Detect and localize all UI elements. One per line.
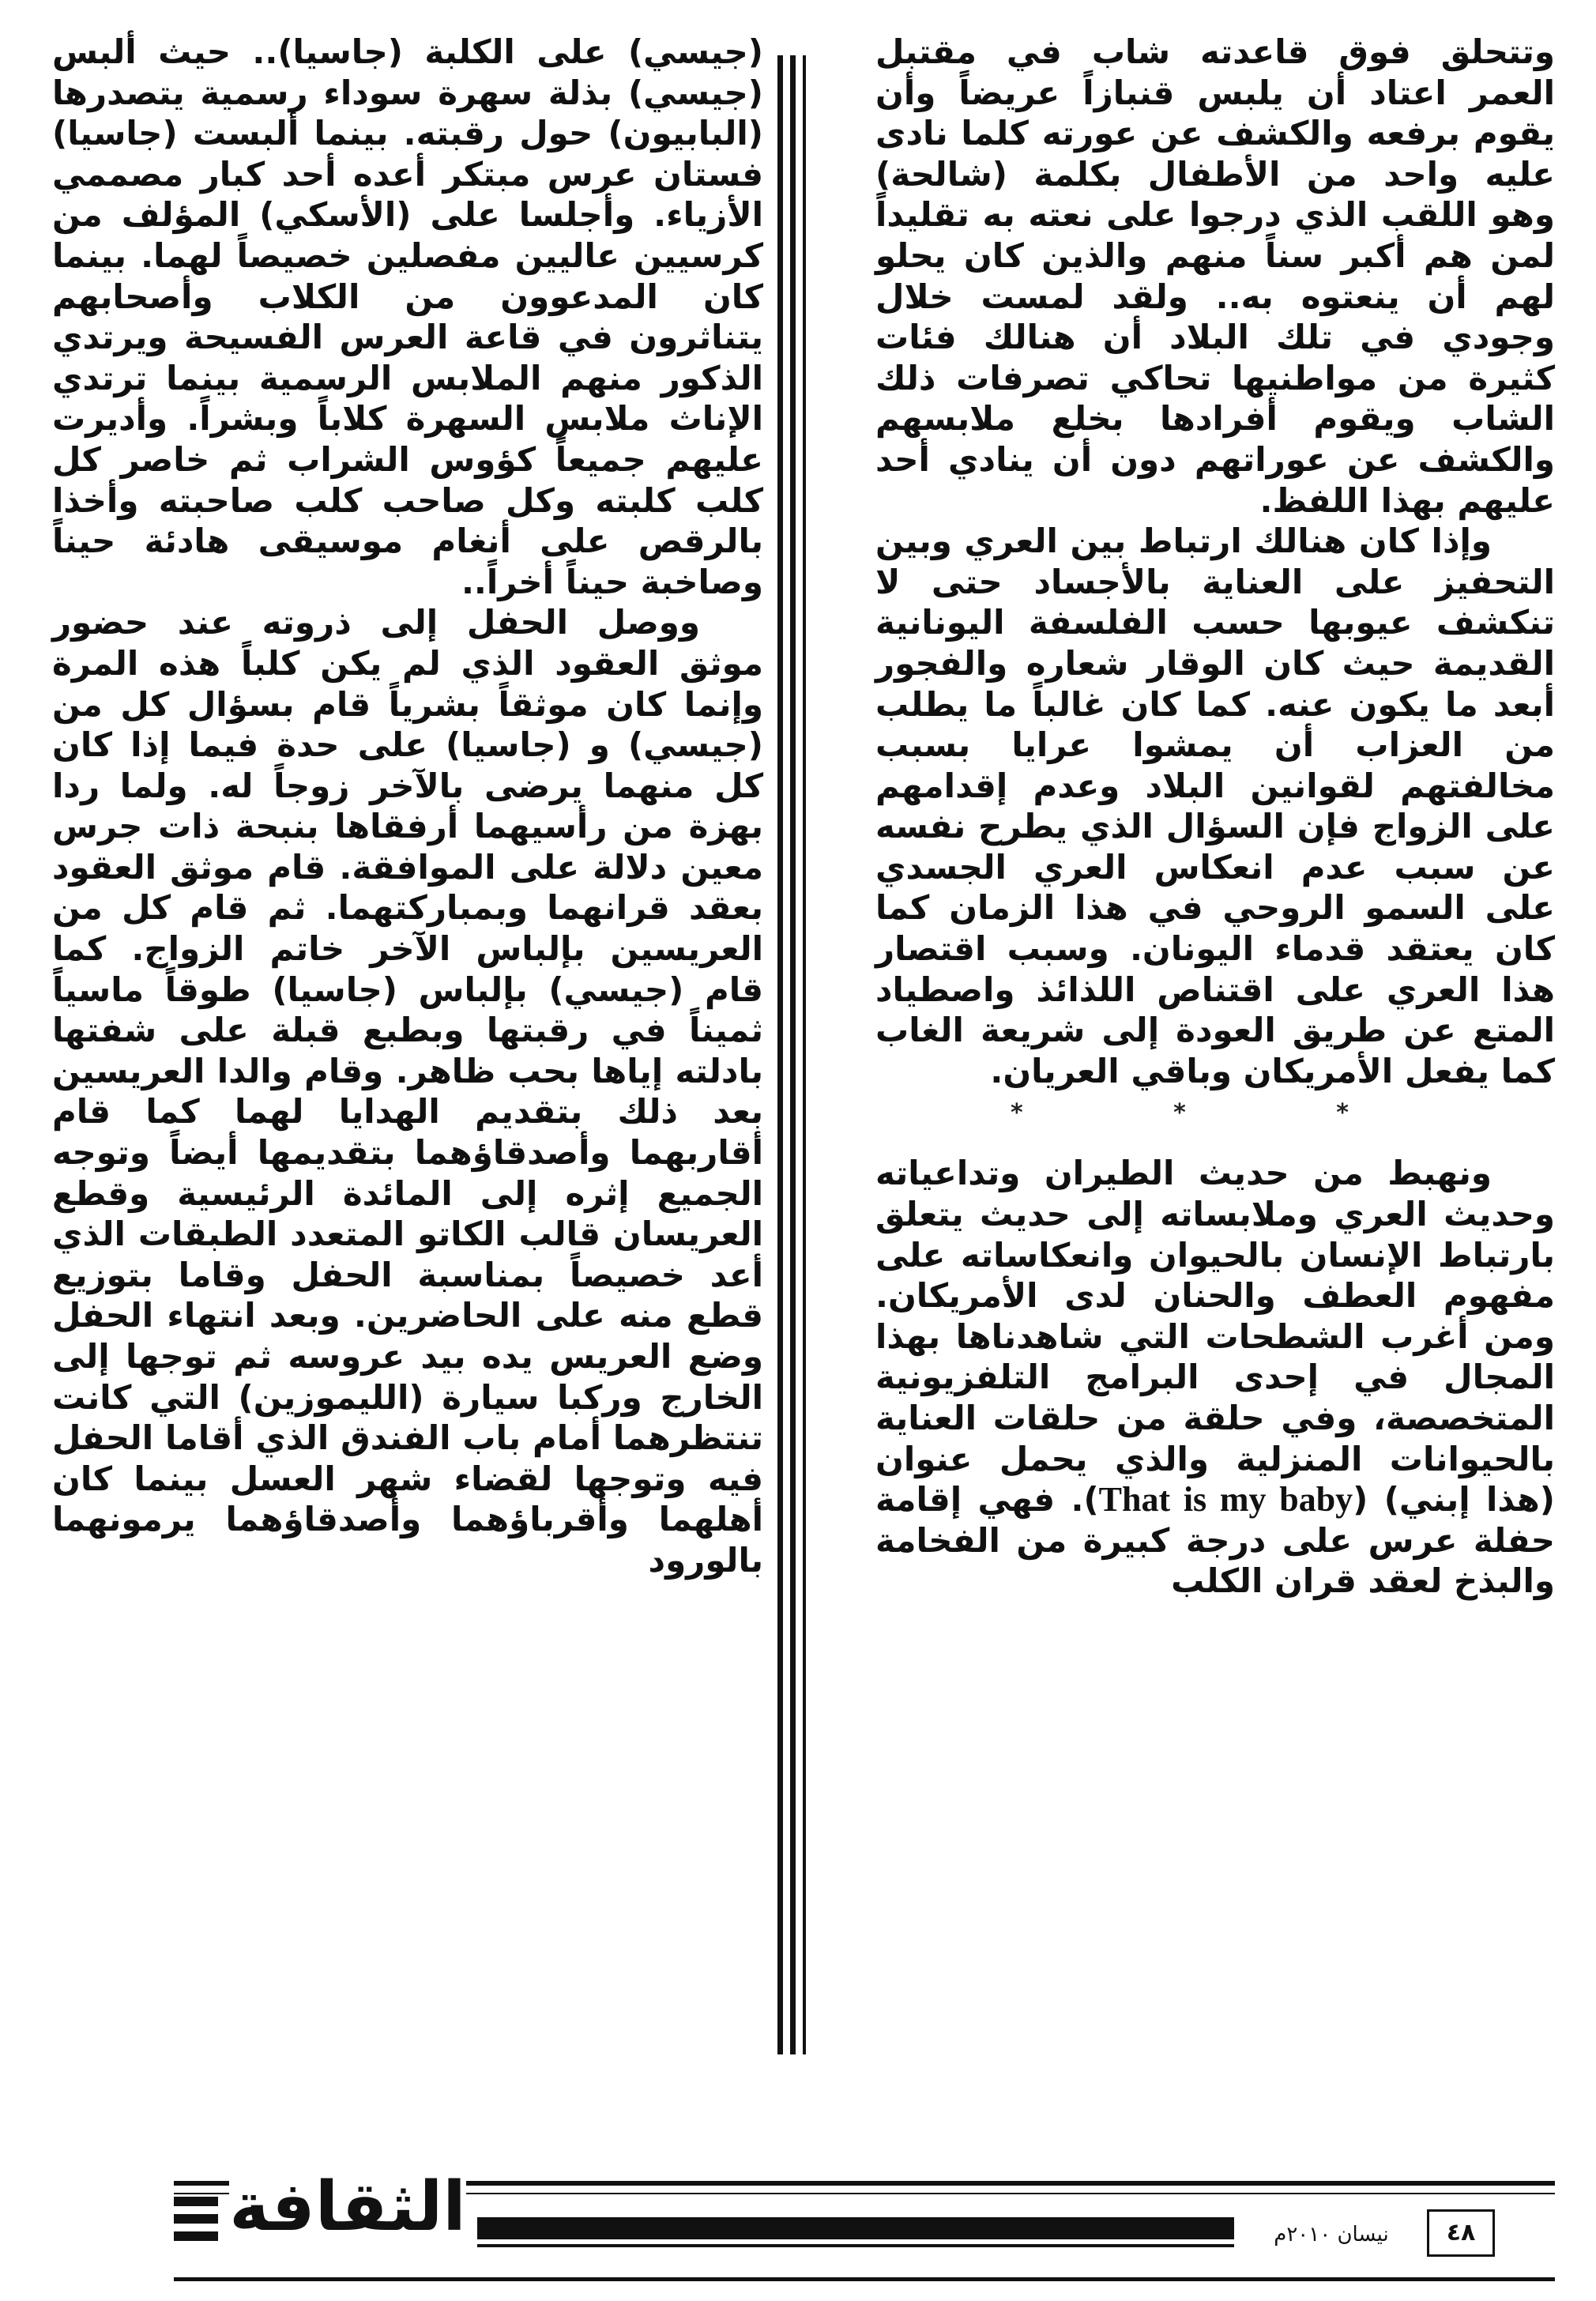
right-column xyxy=(875,32,1555,1602)
right-paragraph-1: وتتحلق فوق قاعدته شاب في مقتبل العمر اعتاد أن يلبس قنبازاً عريضاً وأن يقوم برفعه والكشف عن عورته كلما نادى عليه واحد من الأطفال بكلمة (شالحة) وهو اللقب الذي درجوا على نعته به تقليداً لمن هم أكبر سناً منهم والذين كان يحلو لهم أن ينعتوه به.. ولقد لمست خلال وجودي في تلك البلاد أن هنالك فئات كثيرة من مواطنيها تحاكي تصرفات ذلك الشاب ويقوم أفرادها بخلع ملابسهم والكشف عن عوراتهم دون أن ينادي أحد عليهم بهذا اللفظ. xyxy=(875,32,1555,520)
magazine-logo: الثقافة xyxy=(229,2164,466,2250)
column-divider-thick xyxy=(777,55,783,2054)
english-title: That is my baby xyxy=(1098,1480,1353,1520)
right-paragraph-2: وإذا كان هنالك ارتباط بين العري وبين التحفيز على العناية بالأجساد حتى لا تنكشف عيوبها حسب الفلسفة اليونانية القديمة حيث كان الوقار شعاره والفجور أبعد ما يكون عنه. كما كان غالباً ما يطلب من العزاب أن يمشوا عرايا بسبب مخالفتهم لقوانين البلاد وعدم إقدامهم على الزواج فإن السؤال الذي يطرح نفسه عن سبب عدم انعكاس العري الجسدي على السمو الروحي في هذا الزمان كما كان يعتقد قدماء اليونان. وسبب اقتصار هذا العري على اقتناص اللذائذ واصطياد المتع عن طريق العودة إلى شريعة الغاب كما يفعل الأمريكان وباقي العريان. xyxy=(875,522,1555,1090)
left-paragraph-1: (جيسي) على الكلبة (جاسيا).. حيث ألبس (جيسي) بذلة سهرة سوداء رسمية يتصدرها (البابيون) حول رقبته. بينما ألبست (جاسيا) فستان عرس مبتكر أعده أحد كبار مصممي الأزياء. وأجلسا على (الأسكي) المؤلف من كرسيين عاليين مفصلين خصيصاً لهما. بينما كان المدعوون من الكلاب وأصحابهم يتناثرون في قاعة العرس الفسيحة ويرتدي الذكور منهم الملابس الرسمية بينما ترتدي الإناث ملابس السهرة كلاباً وبشراً. وأديرت عليهم جميعاً كؤوس الشراب ثم خاصر كل كلب كلبته وكل صاحب كلب صاحبته وأخذا بالرقص على أنغام موسيقى هادئة حيناً وصاخبة حيناً أخراً.. xyxy=(52,32,763,601)
column-divider-thick xyxy=(790,55,796,2054)
column-divider-thin xyxy=(803,55,806,2054)
left-paragraph-2: ووصل الحفل إلى ذروته عند حضور موثق العقود الذي لم يكن كلباً هذه المرة وإنما كان موثقاً بشرياً قام بسؤال كل من (جيسي) و (جاسيا) على حدة فيما إذا كان كل منهما يرضى بالآخر زوجاً له. ولما ردا بهزة من رأسيهما أرفقاها بنبحة ذات جرس معين دلالة على الموافقة. قام موثق العقود بعقد قرانهما وبمباركتهما. ثم قام كل من العريسين بإلباس الآخر خاتم الزواج. كما قام (جيسي) بإلباس (جاسيا) طوقاً ماسياً ثميناً في رقبتها وبطبع قبلة على شفتها بادلته إياها بحب ظاهر. وقام والدا العريسين بعد ذلك بتقديم الهدايا لهما كما قام أقاربهما وأصدقاؤهما بتقديمها أيضاً وتوجه الجميع إثره إلى المائدة الرئيسية وقطع العريسان قالب الكاتو المتعدد الطبقات الذي أعد خصيصاً بمناسبة الحفل وقاما بتوزيع قطع منه على الحاضرين. وبعد انتهاء الحفل وضع العريس يده بيد عروسه ثم توجها إلى الخارج وركبا سيارة (الليموزين) التي كانت تنتظرهما أمام باب الفندق الذي أقاما الحفل فيه وتوجها لقضاء شهر العسل بينما كان أهلهما وأقرباؤهما وأصدقاؤهما يرمونهما بالورود xyxy=(52,603,763,1580)
left-column xyxy=(52,32,763,1581)
page-number: ٤٨ xyxy=(1427,2209,1495,2257)
footer-rule-bottom xyxy=(174,2277,1555,2281)
footer-bar-thin xyxy=(477,2244,1234,2247)
footer-left-blocks xyxy=(174,2197,218,2249)
footer-bar xyxy=(477,2217,1234,2239)
issue-date: نيسان ٢٠١٠م xyxy=(1274,2223,1389,2246)
section-separator: * * * xyxy=(1011,1099,1420,1128)
right-paragraph-3-end: ). فهي إقامة حفلة عرس على درجة كبيرة من الفخامة والبذخ لعقد قران الكلب xyxy=(875,1480,1555,1601)
right-paragraph-3 xyxy=(875,1153,1555,1602)
right-paragraph-3-text: ونهبط من حديث الطيران وتداعياته وحديث العري وملابساته إلى حديث يتعلق بارتباط الإنسان بالحيوان وانعكاساته على مفهوم العطف والحنان لدى الأمريكان. ومن أغرب الشطحات التي شاهدناها بهذا المجال في إحدى البرامج التلفزيونية المتخصصة، وفي حلقة من حلقات العناية بالحيوانات المنزلية والذي يحمل عنوان (هذا إبني) ( xyxy=(875,1154,1555,1520)
